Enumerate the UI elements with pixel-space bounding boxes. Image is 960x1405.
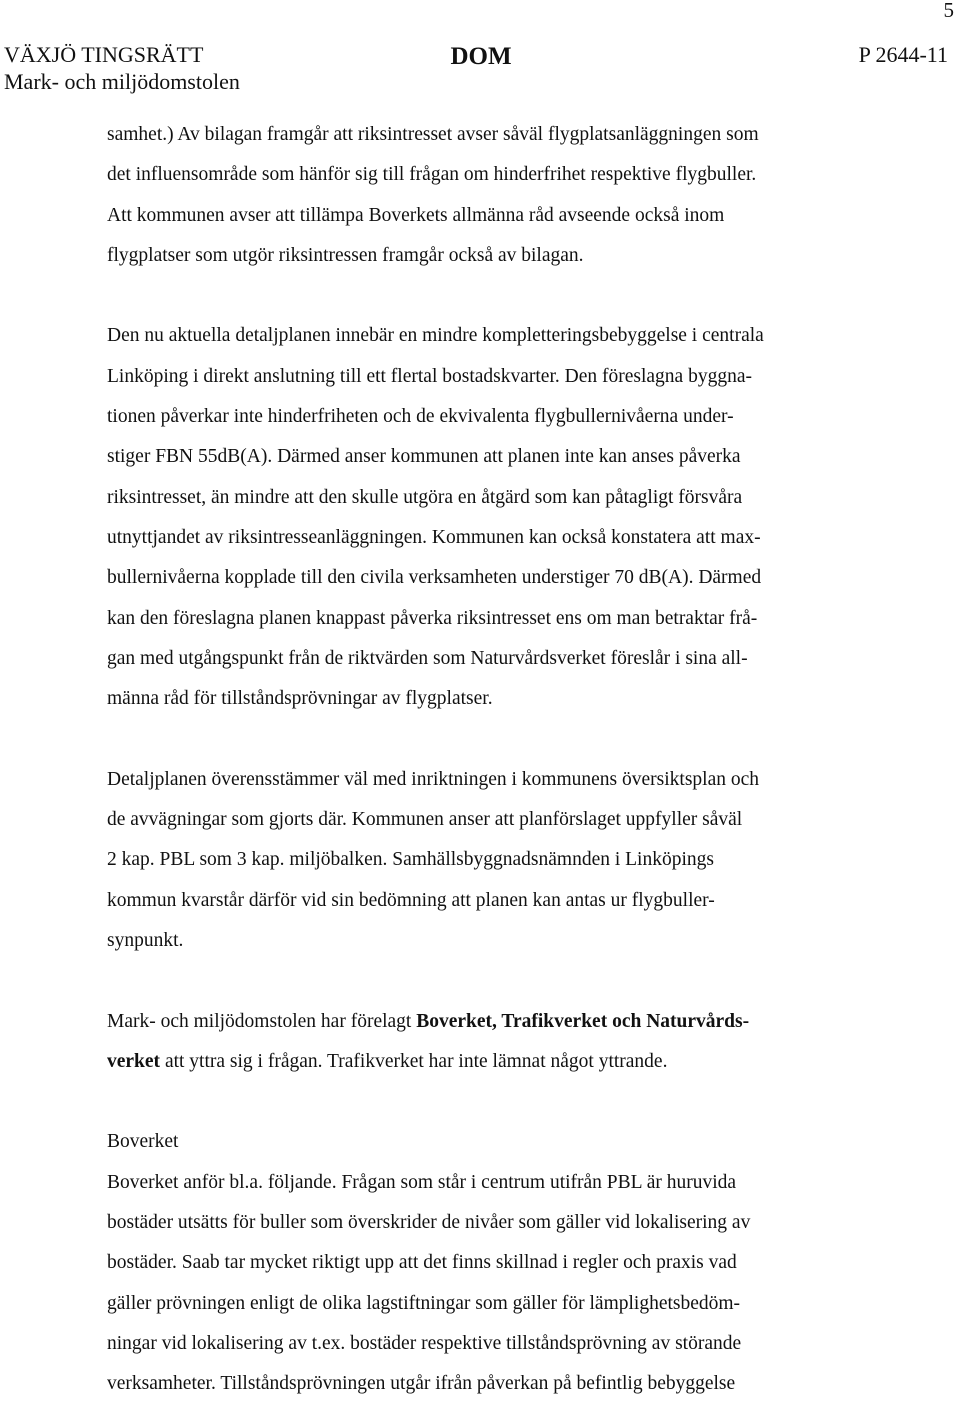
- text-line: gäller prövningen enligt de olika lagstiftningar som gäller för lämplighetsbedöm-: [107, 1292, 741, 1314]
- text-line: 2 kap. PBL som 3 kap. miljöbalken. Samhällsbyggnadsnämnden i Linköpings: [107, 849, 714, 871]
- court-name: VÄXJÖ TINGSRÄTT: [4, 42, 204, 67]
- court-division: Mark- och miljödomstolen: [4, 69, 240, 94]
- text-line: riksintresset, än mindre att den skulle utgöra en åtgärd som kan påtagligt försvåra: [107, 486, 743, 508]
- text-line: synpunkt.: [107, 929, 184, 951]
- text-line: utnyttjandet av riksintresseanläggningen. Kommunen kan också konstatera att max-: [107, 526, 761, 548]
- text-line: verksamheter. Tillståndsprövningen utgår ifrån påverkan på befintlig bebyggelse: [107, 1373, 736, 1395]
- text-line: [107, 1002, 907, 1042]
- remiss-text: att yttra sig i frågan. Trafikverket har inte lämnat något yttrande.: [160, 1050, 668, 1072]
- text-line: ningar vid lokalisering av t.ex. bostäder respektive tillståndsprövning av störande: [107, 1332, 742, 1354]
- remiss-text: Mark- och miljödomstolen har förelagt: [107, 1010, 417, 1032]
- text-line: gan med utgångspunkt från de riktvärden som Naturvårdsverket föreslår i sina all-: [107, 647, 748, 669]
- paragraph-detaljplan: [107, 316, 907, 719]
- text-line: samhet.) Av bilagan framgår att riksintresset avser såväl flygplatsanläggningen som: [107, 124, 759, 145]
- text-line: Linköping i direkt anslutning till ett flertal bostadskvarter. Den föreslagna byggna-: [107, 365, 752, 387]
- text-line: kan den föreslagna planen knappast påverka riksintresset ens om man betraktar frå-: [107, 607, 758, 629]
- document-header: [4, 41, 948, 95]
- remiss-authorities: Boverket, Trafikverket och Naturvårds-: [416, 1010, 750, 1032]
- remiss-authorities-cont: verket: [107, 1050, 161, 1072]
- text-line: tionen påverkar inte hinderfriheten och de ekvivalenta flygbullernivåerna under-: [107, 406, 734, 428]
- text-line: [107, 1042, 907, 1082]
- text-line: flygplatser som utgör riksintressen framgår också av bilagan.: [107, 244, 584, 266]
- text-line: bostäder. Saab tar mycket riktigt upp att det finns skillnad i regler och praxis vad: [107, 1252, 737, 1274]
- text-line: bullernivåerna kopplade till den civila verksamheten understiger 70 dB(A). Därmed: [107, 567, 762, 589]
- page-number: 5: [943, 0, 954, 22]
- text-line: Boverket anför bl.a. följande. Frågan som står i centrum utifrån PBL är huruvida: [107, 1171, 737, 1193]
- text-line: stiger FBN 55dB(A). Därmed anser kommunen att planen inte kan anses påverka: [107, 446, 741, 468]
- paragraph-boverket: [107, 1122, 907, 1404]
- document-body: [107, 115, 907, 1405]
- document-type: DOM: [450, 43, 512, 70]
- text-line: de avvägningar som gjorts där. Kommunen anser att planförslaget uppfyller såväl: [107, 809, 743, 831]
- text-line: männa råd för tillståndsprövningar av flygplatser.: [107, 688, 493, 710]
- case-number: P 2644-11: [858, 42, 948, 67]
- text-line: kommun kvarstår därför vid sin bedömning att planen kan antas ur flygbuller-: [107, 889, 715, 911]
- paragraph-riksintresse: [107, 115, 907, 276]
- text-line: Den nu aktuella detaljplanen innebär en mindre kompletteringsbebyggelse i centrala: [107, 325, 764, 347]
- text-line: Detaljplanen överensstämmer väl med inriktningen i kommunens översiktsplan och: [107, 768, 760, 790]
- paragraph-remiss: [107, 1002, 907, 1083]
- text-line: det influensområde som hänför sig till frågan om hinderfrihet respektive flygbuller.: [107, 164, 757, 186]
- text-line: Att kommunen avser att tillämpa Boverkets allmänna råd avseende också inom: [107, 204, 725, 226]
- section-heading-boverket: Boverket: [107, 1131, 179, 1153]
- paragraph-oversiktsplan: [107, 760, 907, 961]
- text-line: bostäder utsätts för buller som överskrider de nivåer som gäller vid lokalisering av: [107, 1212, 751, 1234]
